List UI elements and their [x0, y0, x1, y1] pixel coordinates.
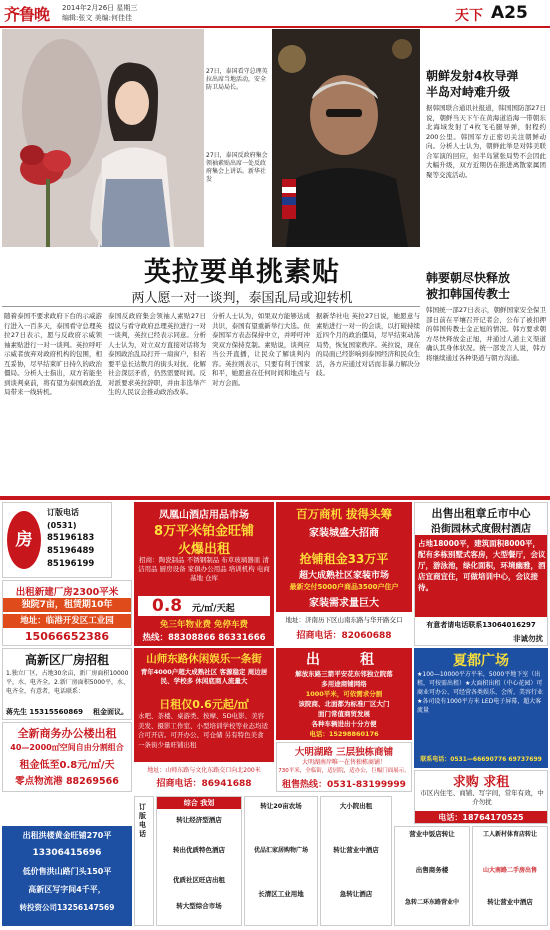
ad-wanted-body: 市区内住宅、商铺、写字间，常年有效，中介勿扰 [420, 789, 544, 806]
ad-market-hotline: 热线：88308866 86331666 [142, 633, 266, 643]
ad-daminghu-line2: 730平米，全临街，适居院，适办公，巨幅门面展示。 [278, 768, 410, 774]
article-column-4: 据新华社电 英拉27日说，她愿意与素贴进行一对一的会谈，以打破持续近四个月的政治僵局，尽早结束动荡局势，恢复国家秩序。英拉说，现在的局面已经影响到泰国经济和民众生活，各方应通过对话而非暴力解决分歧。 [316, 312, 420, 377]
ad-decor-line1: 抢铺租金33万平 [299, 552, 389, 566]
ad-factory-rent-address: 地址：临港开发区工业园 [3, 614, 131, 628]
fang-logo-icon: 房 [7, 511, 41, 569]
ad-shanshi-title: 山师东路休闲娱乐一条街 [146, 653, 262, 665]
ad-shanshi-footer [134, 762, 274, 792]
ad-decor-line4: 家装需求量巨大 [309, 598, 379, 609]
ad-b5-item: 转让营业中酒店 [333, 846, 379, 854]
side-article-2-body: 韩国统一部27日表示，朝鲜国家安全保卫部日前在平壤召开记者会，公布了被扣押的韩国传教士金正旭的情况。韩方要求朝方尽快释放金正旭，并通过人道主义渠道确认其身体状况。统一部发言人说，韩方将继续通过各种渠道与朝方沟通。 [426, 306, 546, 362]
main-headline: 英拉要单挑素贴 [144, 257, 340, 288]
ad-shanshi-price: 日租仅0.6元起/㎡ [159, 698, 249, 711]
ad-classified-b4 [244, 796, 318, 926]
ad-b5-title: 大小院出租 [339, 802, 373, 810]
issue-date: 2014年2月26日 星期三 [62, 4, 138, 12]
ad-b1-line2: 13306415696 [32, 848, 102, 858]
ad-b1-line1: 出租洪楼黄金旺铺270平 [22, 831, 112, 840]
ad-b1-line3: 低价售洪山路门头150平 [22, 867, 112, 876]
ad-classified-b7 [472, 826, 548, 926]
ad-resort-hotel [414, 502, 548, 646]
ad-rent-title-2: 租 [360, 652, 374, 668]
ad-rent-line2: 多用途商铺网络 [321, 680, 367, 688]
ad-shanshi-street [134, 648, 274, 792]
side-article-1-body: 据韩国联合通讯社报道，韩国国防部27日说，朝鲜当天下午在黄海道沿海一带朝东北海域发射了4枚飞毛腿导弹，射程约200公里。韩国军方正密切关注朝鲜动向。分析人士认为，朝鲜此举是对韩美联合军演的回应，但半岛紧张局势不会因此大幅升级，双方近期仍在推进离散家属团聚等交流活动。 [426, 104, 546, 179]
ad-hightech-factory [2, 648, 132, 720]
ad-b3-item: 优质社区旺店出租 [173, 876, 225, 884]
ad-factory-rent-title: 出租新建厂房2300平米 [15, 587, 119, 598]
ad-market-slogan: 免三年物业费 免停车费 [160, 620, 248, 630]
ad-decor-tel: 招商电话：82060688 [296, 631, 392, 641]
ad-factory-rent-terms: 独院7亩，租赁期10年 [3, 598, 131, 612]
ad-b6-item: 急转二环东路营业中 [404, 899, 459, 906]
ad-b3-item: 转出优质特色酒店 [173, 846, 225, 854]
ad-rent-title: 出 [306, 652, 320, 668]
ad-daminghu-title: 大明湖路 三层独栋商铺 [294, 747, 394, 758]
ad-b6-item: 出售商务楼 [415, 866, 449, 874]
ad-hightech-note: 租金面议。 [93, 708, 128, 716]
ad-classified-b6 [394, 826, 470, 926]
ad-resort-title: 出售出租章丘市中心 [431, 507, 531, 520]
side-article-1-title: 朝鲜发射4枚导弹 半岛对峙难升级 [426, 69, 519, 99]
main-subhead: 两人愿一对一谈判，泰国乱局或迎转机 [131, 291, 353, 306]
ad-resort-tel: 有意者请电话联系13064016297 [426, 621, 536, 629]
ad-hongmen-shops [2, 826, 132, 926]
ad-b3-title: 综合 我划 [157, 797, 241, 809]
ad-home-decor-mall [276, 502, 412, 646]
ad-classified-b5 [320, 796, 392, 926]
ad-factory-rent [2, 580, 132, 646]
ad-market-header: 凤凰山酒店用品市场 [159, 510, 249, 521]
editor-credits: 编辑:张文 美编:何佳佳 [62, 14, 132, 22]
ad-rent-line4: 该院商、北面都为标准厂区大门 [298, 700, 390, 708]
ad-xiadu-title: 夏都广场 [453, 653, 509, 669]
ad-xiadu-plaza [414, 648, 548, 768]
ad-decor-title: 百万商机 拔得头筹 [295, 507, 392, 521]
ad-rent-line1: 解放东路三箭平安花东邻独立院落 [295, 670, 393, 678]
ad-b4-item: 优品汇家居购物广场 [253, 847, 308, 854]
ad-section-divider [0, 496, 550, 500]
ad-daminghu-line1: 大明湖南岸唯一在售独栋商铺！ [301, 759, 386, 766]
ad-b2-subscription [134, 796, 154, 926]
ad-b1-line5: 转投资公司13256147569 [19, 903, 115, 912]
article-column-2: 泰国反政府集会领袖人素贴27日提议与看守政府总理英拉进行一对一谈判，英拉已经表示同意。分析人士认为，对立双方直接对话将为泰国政治乱局打开一扇窗户，但若要平息长达数月的街头对抗、化解社会深层矛盾，仍然需要时间。反对派要求英拉辞职，并由非选举产生的人民议会推动政治改革。 [108, 312, 206, 396]
ad-market-price-unit: 元/㎡/天起 [192, 604, 235, 614]
ad-decor-line3: 最新交付5000户商品3500户住户 [289, 583, 399, 591]
ad-resort-body: 占地18000平，建筑面积8000平，配有多栋别墅式客房，大型餐厅，会议厅，游泳池，绿化面积，环境幽雅，酒店宜商宜住，可做培训中心，会议接待。 [415, 535, 548, 617]
ad-b7-title: 工人新村体育店转让 [482, 831, 537, 838]
ad-market-title: 8万平米铂金旺铺 [153, 524, 255, 539]
ad-rent-line6: 各种车辆进出十分方便 [311, 720, 377, 728]
ad-office-line2: 租金低至0.8元/㎡/天 [19, 760, 115, 771]
ad-subscription-tel: 85196183 [47, 533, 95, 543]
ad-shanshi-address: 地址：山师东路与文化东路交口向北200米 [147, 767, 261, 774]
masthead [0, 0, 550, 28]
ad-daminghu-shop [276, 742, 412, 792]
ad-rent-tel: 电话：15298860176 [309, 730, 379, 738]
photo-caption-1: 27日，泰国看守总理英拉出席当地活动，安全防卫局局长。 [206, 68, 270, 114]
ad-shanshi-items: 水吧、茶楼、桌游类、按摩、5D电影、美容美发、摄影工作室、小型培训学校等业态均适合可开店。可开办公、可仓储 另有特色美食一条街少量旺铺出租 [138, 712, 268, 749]
page-number: A25 [491, 3, 528, 23]
suthep-illustration [272, 29, 420, 247]
ad-subscription-area-code: (0531) [47, 521, 77, 530]
ad-xiadu-body: ★100—10000平方平米，5000平地下室（出租，可按需出租）★大面积出租（中心花园）可商业可办公、可经营各类娱乐、会所、美容行业 ★各司设有1000平方米 LED电子屏幕，超大客流量 [417, 671, 544, 714]
ad-shanshi-sub: 青年4000户超大成熟社区 客源稳定 周边居民、学校多 休闲底商人流量大 [140, 668, 268, 685]
ad-b3-item: 转大型综合市场 [176, 902, 222, 910]
ad-classified-b3 [156, 796, 242, 926]
ad-b5-item: 急转让酒店 [339, 890, 373, 898]
ad-wanted-tel: 电话：18764170525 [415, 811, 547, 824]
ad-hightech-contact: 蒋先生 15315560869 [6, 708, 84, 716]
ad-decor-address: 地址：济南历下区山南东路与华开路交口 [285, 616, 403, 624]
ad-office-line3: 零点物流港 88269566 [15, 776, 119, 787]
ad-xiadu-tel: 联系电话：0531—66690776 69737699 [420, 756, 542, 763]
ad-b4-item: 长清区工业用地 [258, 890, 304, 898]
ad-b6-title: 营业中饭店转让 [409, 830, 455, 838]
ad-resort-note: 非诚勿扰 [513, 634, 543, 643]
ad-daminghu-tel: 租售热线：0531-83199999 [282, 780, 406, 790]
article-column-1: 随着泰国不要求政府下台的示威游行进入一百多天，泰国看守总理英拉27日表示，愿与反政府示威领袖素贴进行一对一谈判。英拉呼吁示威者放弃对政府机构的包围，相互妥协，尽早结束旷日持久的政治僵局。分析人士指出，双方若能坐到谈判桌前，将有望为泰国政治乱局带来一线转机。 [4, 312, 102, 396]
ad-market-price: 0.8 [152, 596, 183, 616]
yingluck-illustration [2, 29, 204, 247]
ad-subscription [2, 502, 112, 578]
newspaper-logo: 齐鲁晚 [4, 5, 50, 24]
divider [2, 306, 420, 307]
ad-decor-sub: 家装城盛大招商 [309, 528, 379, 539]
ad-b3-item: 转让经济型酒店 [176, 816, 222, 824]
ad-wanted [414, 770, 548, 824]
article-column-3: 分析人士认为，如果双方能够达成共识，泰国有望重新举行大选。但泰国军方表态保持中立，并呼吁冲突双方保持克制。素贴说，谈判应当公开直播，让民众了解谈判内容。英拉则表示，只要有利于国家和平，她愿意在任何时间和地点与对方会面。 [212, 312, 310, 387]
ad-decor-line2: 超大成熟社区家装市场 [298, 571, 389, 581]
ad-subscription-tel: 85196489 [47, 546, 95, 556]
ad-market-title-2: 火爆出租 [177, 542, 230, 557]
yingluck-photo [2, 29, 204, 247]
side-article-2-title: 韩要朝尽快释放 被扣韩国传教士 [426, 271, 511, 301]
ad-office-building [2, 722, 132, 792]
ad-resort-title-2: 沿街园林式度假村酒店 [431, 524, 531, 535]
ad-rent-line3: 1000平米，可依需求分割 [305, 690, 383, 698]
ad-hightech-body: 1.独立厂区，占地30余亩，新厂房面积10000平，水、电齐全。2.新厂房面积5000平，水、电齐全，有意者，电话联系： [6, 670, 129, 695]
ad-office-line1: 40—2000㎡空间自由分割组合 [10, 743, 124, 752]
ad-b4-title: 转让20亩农场 [260, 802, 302, 810]
section-name: 天下 [455, 8, 483, 24]
ad-wanted-title: 求购 求租 [452, 775, 510, 790]
ad-liberation-rd-rent [276, 648, 412, 740]
ad-rent-line5: 面门常值商贸发展 [318, 710, 370, 718]
ad-b7-item: 转让营业中酒店 [487, 898, 533, 906]
ad-factory-rent-phone: 15066652386 [24, 630, 110, 643]
ad-office-title: 全新商务办公楼出租 [17, 727, 117, 740]
ad-shanshi-tel: 招商电话：86941688 [156, 779, 252, 789]
ad-hightech-title: 高新区厂房招租 [24, 653, 109, 667]
photo-caption-2: 27日，泰国反政府集会领袖素贴出席一处反政府集会上讲话。新华社发 [206, 152, 270, 198]
ad-b7-item: 山大南路二手房出售 [482, 867, 537, 874]
ad-decor-footer [276, 612, 412, 646]
suthep-photo [272, 29, 420, 247]
ad-hotel-supplies-market [134, 502, 274, 646]
ad-b2-title: 订版电话 [139, 803, 146, 838]
ad-subscription-title: 订版电话 [47, 508, 79, 517]
ad-market-items: 招商：陶瓷制品 不锈钢制品 布草玻璃器皿 清洁用品 厨房设备 家俱办公用品 培训机构 电商基地 仓库 [138, 556, 270, 582]
ad-market-price-box [138, 596, 270, 616]
ad-subscription-tel: 85196199 [47, 559, 95, 569]
ad-b1-line4: 高新区写字间4千平， [28, 885, 106, 894]
